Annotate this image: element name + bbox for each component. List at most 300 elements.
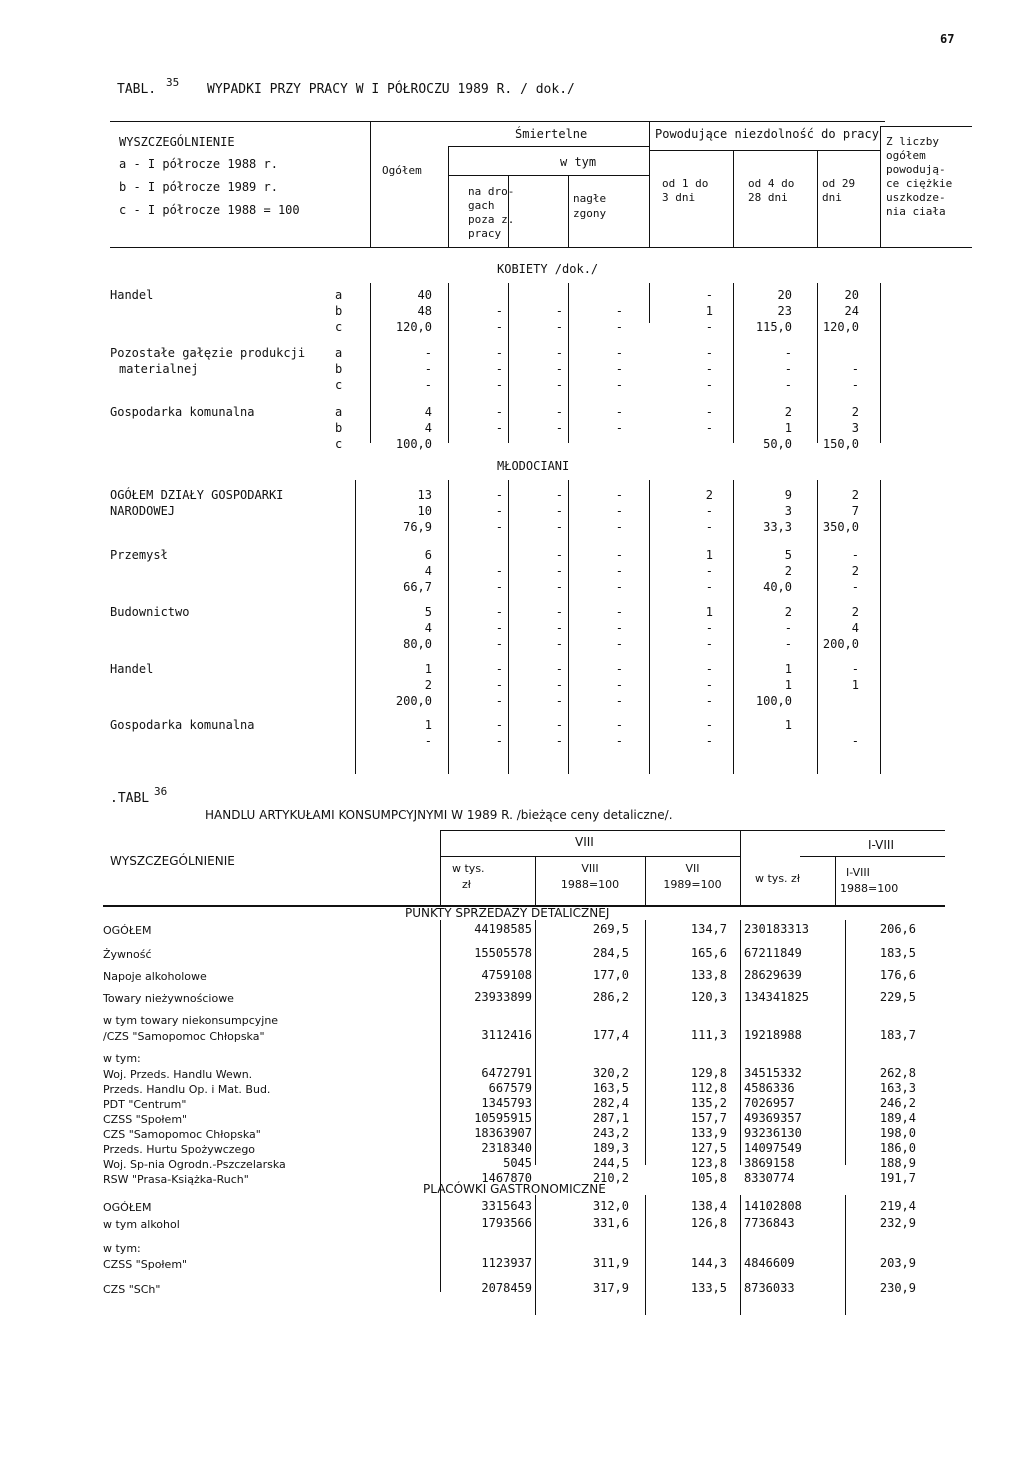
table-cell: 1 [705,548,713,562]
table-cell: 8330774 [744,1171,795,1185]
table-cell: 6472791 [481,1066,532,1080]
row-abc-marker: b [335,421,343,435]
table-cell: 133,9 [690,1126,727,1140]
table-cell: - [555,421,563,435]
table-row-label: PDT "Centrum" [103,1098,187,1111]
table-cell: 163,5 [592,1081,629,1095]
table-cell: 8736033 [744,1281,795,1295]
table-cell: - [615,564,623,578]
table-cell: 282,4 [592,1096,629,1110]
table-cell: - [424,378,432,392]
table-cell: 112,8 [690,1081,727,1095]
table-cell: 48 [417,304,432,318]
table-cell: - [495,605,503,619]
header-zl-1: zł [462,878,471,891]
table-35-number: 35 [166,76,180,89]
table-row-label: Woj. Przeds. Handlu Wewn. [103,1068,253,1081]
table-cell: 100,0 [395,437,432,451]
table-cell: - [555,718,563,732]
table-cell: 246,2 [879,1096,916,1110]
table-cell: 2 [424,678,432,692]
table-cell: 284,5 [592,946,629,960]
table-cell: - [495,662,503,676]
table-cell: 105,8 [690,1171,727,1185]
table-cell: 186,0 [879,1141,916,1155]
table-cell: 1 [784,718,792,732]
table-cell: - [495,362,503,376]
table-36-title: HANDLU ARTYKUŁAMI KONSUMPCYJNYMI W 1989 R. /bieżące ceny detaliczne/. [205,808,673,822]
table-cell: 177,4 [592,1028,629,1042]
table-cell: - [495,637,503,651]
table-cell: 13 [417,488,432,502]
header-w-tym: w tym [560,155,597,169]
table-cell: 40 [417,288,432,302]
header-na-drogach-3: poza z. [468,213,515,226]
table-cell: 5045 [503,1156,532,1170]
row-abc-marker: a [335,346,343,360]
table-cell: - [495,421,503,435]
table-row-label: w tym: [103,1242,141,1255]
table-row-label: Przeds. Hurtu Spożywczego [103,1143,256,1156]
table-cell: 123,8 [690,1156,727,1170]
table-cell: 111,3 [690,1028,727,1042]
table-36-number: 36 [154,785,168,798]
header-vii-sub-2: 1989=100 [663,878,722,891]
table-cell: - [851,362,859,376]
table-cell: 189,4 [879,1111,916,1125]
table-cell: - [555,520,563,534]
table-cell: - [424,362,432,376]
table-cell: 3112416 [481,1028,532,1042]
header-wyszczegolnienie: WYSZCZEGÓLNIENIE [119,135,235,149]
table-cell: 2 [851,488,859,502]
table-cell: - [555,564,563,578]
table-cell: - [555,637,563,651]
table-cell: 2 [784,605,792,619]
table-cell: 2 [851,605,859,619]
section-placowki: PLACÓWKI GASTRONOMICZNE [423,1182,606,1196]
table-cell: 1123937 [481,1256,532,1270]
group-label-cont: materialnej [119,362,199,376]
table-cell: - [615,362,623,376]
group-label: Handel [110,662,154,676]
header-viii-sub-2: 1988=100 [560,878,620,891]
group-label: OGÓŁEM DZIAŁY GOSPODARKI [110,488,284,502]
table-cell: - [495,678,503,692]
group-label: Handel [110,288,154,302]
table-cell: 120,3 [690,990,727,1004]
table-row-label: Żywność [103,948,152,961]
table-cell: - [555,304,563,318]
table-cell: 4 [424,405,432,419]
table-cell: 219,4 [879,1199,916,1213]
table-cell: 4 [424,564,432,578]
group-label: Gospodarka komunalna [110,405,255,419]
table-cell: 10 [417,504,432,518]
table-cell: 203,9 [879,1256,916,1270]
table-cell: - [495,378,503,392]
table-cell: 133,8 [690,968,727,982]
table-cell: - [495,621,503,635]
table-cell: - [495,405,503,419]
table-cell: 2 [851,564,859,578]
table-row-label: Woj. Sp-nia Ogrodn.-Pszczelarska [103,1158,286,1171]
table-cell: 7026957 [744,1096,795,1110]
table-cell: - [615,346,623,360]
table-cell: 243,2 [592,1126,629,1140]
table-35-label: TABL. [117,82,157,97]
table-cell: - [784,637,792,651]
group-label: Pozostałe gałęzie produkcji [110,346,306,360]
table-cell: 198,0 [879,1126,916,1140]
header-nagle-1: nagłe [573,192,607,205]
row-abc-marker: c [335,437,343,451]
table-cell: - [784,362,792,376]
table-cell: 1 [784,678,792,692]
header-od4-2: 28 dni [748,191,788,204]
table-cell: 134,7 [690,922,727,936]
table-cell: 134341825 [744,990,810,1004]
table-cell: - [615,662,623,676]
table-cell: 200,0 [395,694,432,708]
table-cell: 67211849 [744,946,802,960]
table-cell: 23 [777,304,792,318]
table-cell: - [495,320,503,334]
table-cell: - [555,320,563,334]
table-cell: - [495,580,503,594]
table-cell: - [615,304,623,318]
table-cell: 2 [851,405,859,419]
header-ogolem: Ogółem [382,164,422,177]
table-cell: - [615,694,623,708]
table-cell: - [615,718,623,732]
section-mlodociani: MŁODOCIANI [497,459,570,473]
table-cell: 320,2 [592,1066,629,1080]
table-cell: - [705,734,713,748]
table-cell: 44198585 [474,922,532,936]
table-cell: 1 [424,718,432,732]
section-kobiety: KOBIETY /dok./ [497,262,599,276]
table-cell: 200,0 [822,637,859,651]
table-cell: 262,8 [879,1066,916,1080]
table-35-title: WYPADKI PRZY PRACY W I PÓŁROCZU 1989 R. / dok./ [207,82,575,97]
table-row-label: w tym alkohol [103,1218,180,1231]
table-cell: 20 [844,288,859,302]
table-cell: 129,8 [690,1066,727,1080]
table-cell: - [424,346,432,360]
header-na-drogach-2: gach [468,199,495,212]
table-cell: 244,5 [592,1156,629,1170]
table-cell: - [424,734,432,748]
group-label-cont: NARODOWEJ [110,504,176,518]
table-cell: 49369357 [744,1111,802,1125]
table-cell: 20 [777,288,792,302]
table-cell: - [784,621,792,635]
table-cell: - [555,734,563,748]
table-cell: 144,3 [690,1256,727,1270]
header-z-liczby-4: ce ciężkie [886,177,953,190]
table-cell: 133,5 [690,1281,727,1295]
table-cell: - [495,304,503,318]
table-cell: - [615,378,623,392]
table-cell: - [615,548,623,562]
table-row-label: Napoje alkoholowe [103,970,207,983]
table-cell: - [851,734,859,748]
table-cell: 2318340 [481,1141,532,1155]
table-cell: - [705,362,713,376]
table-cell: 100,0 [755,694,792,708]
row-abc-marker: b [335,362,343,376]
table-cell: 269,5 [592,922,629,936]
table-cell: - [555,605,563,619]
table-cell: 176,6 [879,968,916,982]
table-cell: 1 [705,304,713,318]
table-36-label: .TABL [110,791,150,806]
table-cell: 2 [705,488,713,502]
table-cell: - [705,580,713,594]
table-row-label: Towary nieżywnościowe [103,992,234,1005]
header-viii: VIII [575,835,594,849]
table-cell: 1467870 [481,1171,532,1185]
table-cell: - [495,564,503,578]
table-cell: 206,6 [879,922,916,936]
header-vii-sub-1: VII [685,862,700,875]
header-na-drogach-4: pracy [468,227,502,240]
table-cell: 5 [424,605,432,619]
table-cell: 230183313 [744,922,810,936]
table-cell: 10595915 [474,1111,532,1125]
table-cell: - [555,621,563,635]
header-od29-1: od 29 [822,177,856,190]
table-cell: 177,0 [592,968,629,982]
table-cell: 229,5 [879,990,916,1004]
table-cell: 40,0 [763,580,792,594]
table-cell: - [615,580,623,594]
table-cell: 183,5 [879,946,916,960]
header-z-liczby-1: Z liczby [886,135,939,148]
table-cell: - [495,718,503,732]
table-cell: 2078459 [481,1281,532,1295]
table-cell: - [615,637,623,651]
header-nagle-2: zgony [573,207,607,220]
row-abc-marker: c [335,320,343,334]
table-row-label: RSW "Prasa-Książka-Ruch" [103,1173,249,1186]
table-cell: 18363907 [474,1126,532,1140]
header-na-drogach-1: na dro- [468,185,515,198]
table-cell: 4 [851,621,859,635]
header-wyszczegolnienie-36: WYSZCZEGÓLNIENIE [110,854,235,868]
row-abc-marker: a [335,405,343,419]
table-cell: - [705,718,713,732]
table-cell: 165,6 [690,946,727,960]
table-cell: 76,9 [403,520,432,534]
table-cell: 4846609 [744,1256,795,1270]
row-abc-marker: b [335,304,343,318]
header-od4-1: od 4 do [748,177,795,190]
table-cell: 4 [424,421,432,435]
table-cell: 4759108 [481,968,532,982]
table-cell: 4586336 [744,1081,795,1095]
table-row-label: OGÓŁEM [103,1201,152,1214]
table-cell: - [705,504,713,518]
table-cell: 126,8 [690,1216,727,1230]
header-iviii-sub-2: 1988=100 [840,882,899,895]
section-punkty: PUNKTY SPRZEDAŻY DETALICZNEJ [405,906,610,920]
table-cell: 1 [784,662,792,676]
header-legend-b: b - I półrocze 1989 r. [119,180,278,194]
table-cell: - [555,548,563,562]
row-abc-marker: c [335,378,343,392]
table-row-label: CZSS "Społem" [103,1258,188,1271]
table-cell: - [705,288,713,302]
table-cell: - [615,621,623,635]
table-cell: 15505578 [474,946,532,960]
table-cell: 350,0 [822,520,859,534]
table-cell: 311,9 [592,1256,629,1270]
header-smiertelne: Śmiertelne [515,127,588,141]
table-cell: 210,2 [592,1171,629,1185]
header-z-liczby-6: nia ciała [886,205,946,218]
table-cell: - [555,488,563,502]
table-cell: - [705,346,713,360]
table-cell: - [851,378,859,392]
table-cell: 188,9 [879,1156,916,1170]
header-viii-sub-1: VIII [581,862,599,875]
table-cell: - [555,362,563,376]
table-cell: - [615,488,623,502]
table-cell: - [851,580,859,594]
table-cell: 120,0 [822,320,859,334]
header-legend-c: c - I półrocze 1988 = 100 [119,203,300,217]
table-cell: - [705,662,713,676]
table-cell: - [851,548,859,562]
table-cell: 138,4 [690,1199,727,1213]
header-wtys-zl-2: w tys. zł [755,872,800,885]
table-cell: 163,3 [879,1081,916,1095]
header-powodujace: Powodujące niezdolność do pracy [655,127,879,141]
table-cell: 135,2 [690,1096,727,1110]
table-cell: 14102808 [744,1199,802,1213]
table-cell: 317,9 [592,1281,629,1295]
header-wtys-1: w tys. [452,862,485,875]
table-cell: - [705,678,713,692]
group-label: Przemysł [110,548,168,562]
table-cell: - [705,378,713,392]
table-row-label: w tym: [103,1052,141,1065]
table-cell: 191,7 [879,1171,916,1185]
table-cell: - [615,421,623,435]
table-cell: 6 [424,548,432,562]
table-cell: - [705,405,713,419]
table-cell: 232,9 [879,1216,916,1230]
header-z-liczby-2: ogółem [886,149,926,162]
table-row-label: CZS "Samopomoc Chłopska" [103,1128,261,1141]
table-cell: 24 [844,304,859,318]
table-cell: 331,6 [592,1216,629,1230]
table-cell: - [615,405,623,419]
table-cell: 3869158 [744,1156,795,1170]
row-abc-marker: a [335,288,343,302]
table-cell: 23933899 [474,990,532,1004]
table-cell: 3 [784,504,792,518]
table-row-label: CZS "SCh" [103,1283,161,1296]
table-cell: 66,7 [403,580,432,594]
table-cell: 115,0 [755,320,792,334]
table-cell: 1345793 [481,1096,532,1110]
table-cell: 28629639 [744,968,802,982]
table-cell: - [555,580,563,594]
table-row-label: CZSS "Społem" [103,1113,188,1126]
table-cell: - [495,504,503,518]
table-cell: 157,7 [690,1111,727,1125]
table-cell: 287,1 [592,1111,629,1125]
table-cell: 1 [424,662,432,676]
table-cell: 4 [424,621,432,635]
table-cell: - [555,678,563,692]
table-cell: - [555,378,563,392]
table-cell: 33,3 [763,520,792,534]
table-cell: 9 [784,488,792,502]
table-cell: - [495,734,503,748]
table-cell: 230,9 [879,1281,916,1295]
header-od29-2: dni [822,191,842,204]
table-cell: - [615,734,623,748]
group-label: Gospodarka komunalna [110,718,255,732]
table-cell: - [705,637,713,651]
table-cell: - [705,694,713,708]
table-cell: - [555,504,563,518]
table-cell: - [495,694,503,708]
table-cell: 286,2 [592,990,629,1004]
table-row-label: /CZS "Samopomoc Chłopska" [103,1030,265,1043]
table-cell: 667579 [488,1081,532,1095]
header-legend-a: a - I półrocze 1988 r. [119,157,278,171]
table-cell: 3 [851,421,859,435]
table-cell: - [705,421,713,435]
table-cell: - [495,488,503,502]
table-cell: 3315643 [481,1199,532,1213]
table-cell: - [555,346,563,360]
table-cell: 312,0 [592,1199,629,1213]
table-cell: 189,3 [592,1141,629,1155]
table-cell: 14097549 [744,1141,802,1155]
table-cell: 2 [784,564,792,578]
header-iviii-sub-1: I-VIII [846,866,870,879]
table-cell: - [615,504,623,518]
page-number: 67 [940,32,955,46]
table-cell: 80,0 [403,637,432,651]
table-cell: 183,7 [879,1028,916,1042]
group-label: Budownictwo [110,605,190,619]
table-cell: 50,0 [763,437,792,451]
table-cell: - [495,520,503,534]
table-row-label: OGÓŁEM [103,924,152,937]
table-cell: 5 [784,548,792,562]
table-cell: 120,0 [395,320,432,334]
table-cell: - [555,662,563,676]
table-cell: - [555,405,563,419]
header-od1-2: 3 dni [662,191,696,204]
table-row-label: Przeds. Handlu Op. i Mat. Bud. [103,1083,271,1096]
table-cell: 1793566 [481,1216,532,1230]
table-cell: 150,0 [822,437,859,451]
table-cell: - [615,320,623,334]
table-cell: - [615,678,623,692]
table-cell: - [705,520,713,534]
table-cell: 1 [851,678,859,692]
header-z-liczby-3: powodują- [886,163,946,176]
header-od1-1: od 1 do [662,177,709,190]
